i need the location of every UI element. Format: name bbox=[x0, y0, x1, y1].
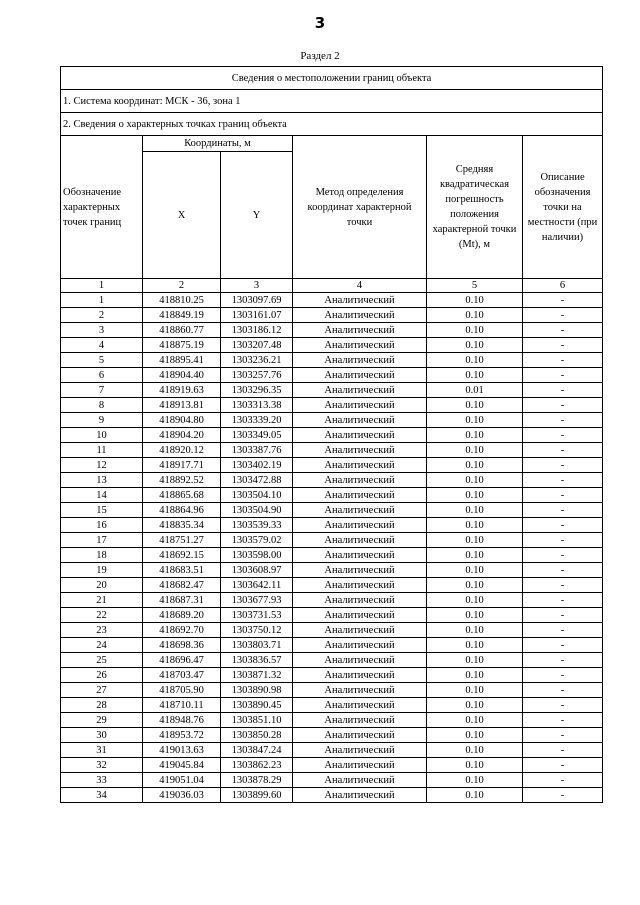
table-row bbox=[61, 593, 603, 608]
x-coordinate-cell: 418692.70 bbox=[143, 623, 221, 638]
x-coordinate-cell: 418810.25 bbox=[143, 293, 221, 308]
description-cell: - bbox=[523, 578, 603, 593]
y-coordinate-cell: 1303608.97 bbox=[221, 563, 293, 578]
y-coordinate-cell: 1303878.29 bbox=[221, 773, 293, 788]
method-cell: Аналитический bbox=[293, 638, 427, 653]
method-cell: Аналитический bbox=[293, 713, 427, 728]
error-cell: 0.10 bbox=[427, 323, 523, 338]
description-cell: - bbox=[523, 428, 603, 443]
table-row bbox=[61, 458, 603, 473]
description-cell: - bbox=[523, 458, 603, 473]
x-coordinate-cell: 418692.15 bbox=[143, 548, 221, 563]
x-coordinate-cell: 418689.20 bbox=[143, 608, 221, 623]
table-row bbox=[61, 323, 603, 338]
description-cell: - bbox=[523, 788, 603, 803]
table-row bbox=[61, 533, 603, 548]
x-coordinate-cell: 418849.19 bbox=[143, 308, 221, 323]
method-cell: Аналитический bbox=[293, 563, 427, 578]
table-row bbox=[61, 578, 603, 593]
y-coordinate-cell: 1303313.38 bbox=[221, 398, 293, 413]
description-cell: - bbox=[523, 758, 603, 773]
y-coordinate-cell: 1303890.45 bbox=[221, 698, 293, 713]
x-coordinate-cell: 418687.31 bbox=[143, 593, 221, 608]
table-row bbox=[61, 338, 603, 353]
point-number-cell: 18 bbox=[61, 548, 143, 563]
table-row bbox=[61, 713, 603, 728]
table-row bbox=[61, 683, 603, 698]
table-row bbox=[61, 368, 603, 383]
description-cell: - bbox=[523, 518, 603, 533]
x-coordinate-cell: 418904.40 bbox=[143, 368, 221, 383]
y-coordinate-cell: 1303598.00 bbox=[221, 548, 293, 563]
error-cell: 0.10 bbox=[427, 758, 523, 773]
table-row bbox=[61, 383, 603, 398]
x-coordinate-cell: 418710.11 bbox=[143, 698, 221, 713]
point-number-cell: 6 bbox=[61, 368, 143, 383]
description-cell: - bbox=[523, 353, 603, 368]
coord-system-row bbox=[61, 90, 603, 113]
y-coordinate-cell: 1303731.53 bbox=[221, 608, 293, 623]
point-number-cell: 22 bbox=[61, 608, 143, 623]
method-cell: Аналитический bbox=[293, 788, 427, 803]
error-cell: 0.10 bbox=[427, 563, 523, 578]
coord-system: 1. Система координат: МСК - 36, зона 1 bbox=[61, 90, 603, 113]
error-cell: 0.10 bbox=[427, 593, 523, 608]
description-cell: - bbox=[523, 608, 603, 623]
error-cell: 0.10 bbox=[427, 773, 523, 788]
x-coordinate-cell: 418864.96 bbox=[143, 503, 221, 518]
table-row bbox=[61, 623, 603, 638]
method-cell: Аналитический bbox=[293, 518, 427, 533]
table-row bbox=[61, 608, 603, 623]
method-cell: Аналитический bbox=[293, 503, 427, 518]
header-description: Описание обозначения точки на местности (при наличии) bbox=[523, 136, 603, 279]
y-coordinate-cell: 1303349.05 bbox=[221, 428, 293, 443]
y-coordinate-cell: 1303504.90 bbox=[221, 503, 293, 518]
point-number-cell: 2 bbox=[61, 308, 143, 323]
x-coordinate-cell: 418917.71 bbox=[143, 458, 221, 473]
description-cell: - bbox=[523, 653, 603, 668]
column-number: 6 bbox=[523, 279, 603, 293]
header-row-top bbox=[61, 136, 603, 152]
method-cell: Аналитический bbox=[293, 758, 427, 773]
header-method: Метод определения координат характерной точки bbox=[293, 136, 427, 279]
table-title: Сведения о местоположении границ объекта bbox=[61, 67, 603, 90]
x-coordinate-cell: 418892.52 bbox=[143, 473, 221, 488]
description-cell: - bbox=[523, 383, 603, 398]
description-cell: - bbox=[523, 683, 603, 698]
method-cell: Аналитический bbox=[293, 398, 427, 413]
description-cell: - bbox=[523, 743, 603, 758]
description-cell: - bbox=[523, 488, 603, 503]
error-cell: 0.10 bbox=[427, 653, 523, 668]
method-cell: Аналитический bbox=[293, 338, 427, 353]
table-title-row bbox=[61, 67, 603, 90]
method-cell: Аналитический bbox=[293, 578, 427, 593]
y-coordinate-cell: 1303236.21 bbox=[221, 353, 293, 368]
description-cell: - bbox=[523, 638, 603, 653]
y-coordinate-cell: 1303677.93 bbox=[221, 593, 293, 608]
description-cell: - bbox=[523, 473, 603, 488]
point-number-cell: 14 bbox=[61, 488, 143, 503]
point-number-cell: 31 bbox=[61, 743, 143, 758]
description-cell: - bbox=[523, 728, 603, 743]
y-coordinate-cell: 1303387.76 bbox=[221, 443, 293, 458]
error-cell: 0.10 bbox=[427, 488, 523, 503]
method-cell: Аналитический bbox=[293, 353, 427, 368]
column-number: 5 bbox=[427, 279, 523, 293]
method-cell: Аналитический bbox=[293, 608, 427, 623]
x-coordinate-cell: 418703.47 bbox=[143, 668, 221, 683]
error-cell: 0.10 bbox=[427, 608, 523, 623]
y-coordinate-cell: 1303097.69 bbox=[221, 293, 293, 308]
error-cell: 0.10 bbox=[427, 503, 523, 518]
point-number-cell: 29 bbox=[61, 713, 143, 728]
y-coordinate-cell: 1303899.60 bbox=[221, 788, 293, 803]
description-cell: - bbox=[523, 773, 603, 788]
header-y: Y bbox=[221, 152, 293, 279]
error-cell: 0.10 bbox=[427, 338, 523, 353]
description-cell: - bbox=[523, 623, 603, 638]
column-number: 2 bbox=[143, 279, 221, 293]
point-number-cell: 4 bbox=[61, 338, 143, 353]
x-coordinate-cell: 419013.63 bbox=[143, 743, 221, 758]
method-cell: Аналитический bbox=[293, 413, 427, 428]
boundary-points-table bbox=[60, 66, 603, 803]
method-cell: Аналитический bbox=[293, 308, 427, 323]
y-coordinate-cell: 1303642.11 bbox=[221, 578, 293, 593]
page-number: 3 bbox=[314, 14, 326, 32]
x-coordinate-cell: 418682.47 bbox=[143, 578, 221, 593]
description-cell: - bbox=[523, 548, 603, 563]
y-coordinate-cell: 1303750.12 bbox=[221, 623, 293, 638]
method-cell: Аналитический bbox=[293, 458, 427, 473]
table-row bbox=[61, 548, 603, 563]
table-row bbox=[61, 758, 603, 773]
table-row bbox=[61, 743, 603, 758]
point-number-cell: 26 bbox=[61, 668, 143, 683]
table-row bbox=[61, 518, 603, 533]
x-coordinate-cell: 418705.90 bbox=[143, 683, 221, 698]
point-number-cell: 20 bbox=[61, 578, 143, 593]
method-cell: Аналитический bbox=[293, 473, 427, 488]
error-cell: 0.10 bbox=[427, 293, 523, 308]
error-cell: 0.10 bbox=[427, 308, 523, 323]
method-cell: Аналитический bbox=[293, 683, 427, 698]
point-number-cell: 10 bbox=[61, 428, 143, 443]
column-number: 3 bbox=[221, 279, 293, 293]
description-cell: - bbox=[523, 368, 603, 383]
error-cell: 0.01 bbox=[427, 383, 523, 398]
method-cell: Аналитический bbox=[293, 383, 427, 398]
method-cell: Аналитический bbox=[293, 548, 427, 563]
table-row bbox=[61, 638, 603, 653]
error-cell: 0.10 bbox=[427, 458, 523, 473]
point-number-cell: 8 bbox=[61, 398, 143, 413]
table-row bbox=[61, 503, 603, 518]
y-coordinate-cell: 1303504.10 bbox=[221, 488, 293, 503]
description-cell: - bbox=[523, 413, 603, 428]
x-coordinate-cell: 419045.84 bbox=[143, 758, 221, 773]
method-cell: Аналитический bbox=[293, 533, 427, 548]
error-cell: 0.10 bbox=[427, 398, 523, 413]
description-cell: - bbox=[523, 398, 603, 413]
header-coords-group: Координаты, м bbox=[143, 136, 293, 152]
error-cell: 0.10 bbox=[427, 473, 523, 488]
point-number-cell: 11 bbox=[61, 443, 143, 458]
x-coordinate-cell: 418920.12 bbox=[143, 443, 221, 458]
y-coordinate-cell: 1303871.32 bbox=[221, 668, 293, 683]
method-cell: Аналитический bbox=[293, 728, 427, 743]
point-number-cell: 13 bbox=[61, 473, 143, 488]
table-row bbox=[61, 308, 603, 323]
error-cell: 0.10 bbox=[427, 788, 523, 803]
table-row bbox=[61, 353, 603, 368]
method-cell: Аналитический bbox=[293, 488, 427, 503]
y-coordinate-cell: 1303890.98 bbox=[221, 683, 293, 698]
x-coordinate-cell: 419036.03 bbox=[143, 788, 221, 803]
point-number-cell: 9 bbox=[61, 413, 143, 428]
y-coordinate-cell: 1303539.33 bbox=[221, 518, 293, 533]
description-cell: - bbox=[523, 503, 603, 518]
table-row bbox=[61, 563, 603, 578]
table-row bbox=[61, 668, 603, 683]
table-row bbox=[61, 653, 603, 668]
description-cell: - bbox=[523, 323, 603, 338]
error-cell: 0.10 bbox=[427, 353, 523, 368]
header-error: Средняя квадратическая погрешность положения характерной точки (Mt), м bbox=[427, 136, 523, 279]
x-coordinate-cell: 418904.80 bbox=[143, 413, 221, 428]
y-coordinate-cell: 1303186.12 bbox=[221, 323, 293, 338]
point-number-cell: 24 bbox=[61, 638, 143, 653]
point-number-cell: 27 bbox=[61, 683, 143, 698]
table-row bbox=[61, 488, 603, 503]
table-row bbox=[61, 398, 603, 413]
error-cell: 0.10 bbox=[427, 428, 523, 443]
x-coordinate-cell: 418683.51 bbox=[143, 563, 221, 578]
x-coordinate-cell: 418865.68 bbox=[143, 488, 221, 503]
error-cell: 0.10 bbox=[427, 728, 523, 743]
description-cell: - bbox=[523, 308, 603, 323]
method-cell: Аналитический bbox=[293, 773, 427, 788]
header-x: X bbox=[143, 152, 221, 279]
method-cell: Аналитический bbox=[293, 653, 427, 668]
x-coordinate-cell: 418895.41 bbox=[143, 353, 221, 368]
error-cell: 0.10 bbox=[427, 533, 523, 548]
description-cell: - bbox=[523, 443, 603, 458]
x-coordinate-cell: 418860.77 bbox=[143, 323, 221, 338]
table-row bbox=[61, 293, 603, 308]
error-cell: 0.10 bbox=[427, 683, 523, 698]
point-number-cell: 7 bbox=[61, 383, 143, 398]
description-cell: - bbox=[523, 713, 603, 728]
table-row bbox=[61, 443, 603, 458]
table-row bbox=[61, 788, 603, 803]
y-coordinate-cell: 1303836.57 bbox=[221, 653, 293, 668]
method-cell: Аналитический bbox=[293, 323, 427, 338]
table-row bbox=[61, 473, 603, 488]
point-number-cell: 34 bbox=[61, 788, 143, 803]
x-coordinate-cell: 418835.34 bbox=[143, 518, 221, 533]
table-row bbox=[61, 773, 603, 788]
point-number-cell: 25 bbox=[61, 653, 143, 668]
header-point-label: Обозначение характерных точек границ bbox=[61, 136, 143, 279]
error-cell: 0.10 bbox=[427, 368, 523, 383]
table-row bbox=[61, 413, 603, 428]
y-coordinate-cell: 1303402.19 bbox=[221, 458, 293, 473]
x-coordinate-cell: 418696.47 bbox=[143, 653, 221, 668]
method-cell: Аналитический bbox=[293, 743, 427, 758]
point-number-cell: 32 bbox=[61, 758, 143, 773]
method-cell: Аналитический bbox=[293, 698, 427, 713]
y-coordinate-cell: 1303847.24 bbox=[221, 743, 293, 758]
method-cell: Аналитический bbox=[293, 668, 427, 683]
table-row bbox=[61, 728, 603, 743]
point-number-cell: 5 bbox=[61, 353, 143, 368]
error-cell: 0.10 bbox=[427, 623, 523, 638]
description-cell: - bbox=[523, 668, 603, 683]
y-coordinate-cell: 1303850.28 bbox=[221, 728, 293, 743]
x-coordinate-cell: 419051.04 bbox=[143, 773, 221, 788]
y-coordinate-cell: 1303579.02 bbox=[221, 533, 293, 548]
error-cell: 0.10 bbox=[427, 668, 523, 683]
table-row bbox=[61, 428, 603, 443]
method-cell: Аналитический bbox=[293, 368, 427, 383]
method-cell: Аналитический bbox=[293, 293, 427, 308]
error-cell: 0.10 bbox=[427, 698, 523, 713]
point-number-cell: 30 bbox=[61, 728, 143, 743]
method-cell: Аналитический bbox=[293, 623, 427, 638]
point-number-cell: 23 bbox=[61, 623, 143, 638]
point-number-cell: 16 bbox=[61, 518, 143, 533]
point-number-cell: 19 bbox=[61, 563, 143, 578]
point-number-cell: 15 bbox=[61, 503, 143, 518]
y-coordinate-cell: 1303257.76 bbox=[221, 368, 293, 383]
x-coordinate-cell: 418904.20 bbox=[143, 428, 221, 443]
description-cell: - bbox=[523, 593, 603, 608]
y-coordinate-cell: 1303339.20 bbox=[221, 413, 293, 428]
point-number-cell: 1 bbox=[61, 293, 143, 308]
x-coordinate-cell: 418875.19 bbox=[143, 338, 221, 353]
x-coordinate-cell: 418919.63 bbox=[143, 383, 221, 398]
description-cell: - bbox=[523, 338, 603, 353]
y-coordinate-cell: 1303472.88 bbox=[221, 473, 293, 488]
description-cell: - bbox=[523, 698, 603, 713]
description-cell: - bbox=[523, 563, 603, 578]
x-coordinate-cell: 418948.76 bbox=[143, 713, 221, 728]
x-coordinate-cell: 418698.36 bbox=[143, 638, 221, 653]
points-caption: 2. Сведения о характерных точках границ объекта bbox=[61, 113, 603, 136]
error-cell: 0.10 bbox=[427, 638, 523, 653]
column-number: 4 bbox=[293, 279, 427, 293]
point-number-cell: 21 bbox=[61, 593, 143, 608]
error-cell: 0.10 bbox=[427, 443, 523, 458]
error-cell: 0.10 bbox=[427, 518, 523, 533]
y-coordinate-cell: 1303803.71 bbox=[221, 638, 293, 653]
point-number-cell: 17 bbox=[61, 533, 143, 548]
x-coordinate-cell: 418913.81 bbox=[143, 398, 221, 413]
point-number-cell: 12 bbox=[61, 458, 143, 473]
point-number-cell: 3 bbox=[61, 323, 143, 338]
error-cell: 0.10 bbox=[427, 713, 523, 728]
point-number-cell: 28 bbox=[61, 698, 143, 713]
x-coordinate-cell: 418953.72 bbox=[143, 728, 221, 743]
table-body bbox=[61, 293, 603, 803]
method-cell: Аналитический bbox=[293, 428, 427, 443]
error-cell: 0.10 bbox=[427, 548, 523, 563]
column-number-row bbox=[61, 279, 603, 293]
error-cell: 0.10 bbox=[427, 413, 523, 428]
error-cell: 0.10 bbox=[427, 743, 523, 758]
y-coordinate-cell: 1303296.35 bbox=[221, 383, 293, 398]
error-cell: 0.10 bbox=[427, 578, 523, 593]
description-cell: - bbox=[523, 533, 603, 548]
point-number-cell: 33 bbox=[61, 773, 143, 788]
points-caption-row bbox=[61, 113, 603, 136]
y-coordinate-cell: 1303851.10 bbox=[221, 713, 293, 728]
table-row bbox=[61, 698, 603, 713]
method-cell: Аналитический bbox=[293, 443, 427, 458]
method-cell: Аналитический bbox=[293, 593, 427, 608]
x-coordinate-cell: 418751.27 bbox=[143, 533, 221, 548]
column-number: 1 bbox=[61, 279, 143, 293]
section-label: Раздел 2 bbox=[300, 50, 340, 62]
y-coordinate-cell: 1303207.48 bbox=[221, 338, 293, 353]
y-coordinate-cell: 1303862.23 bbox=[221, 758, 293, 773]
description-cell: - bbox=[523, 293, 603, 308]
y-coordinate-cell: 1303161.07 bbox=[221, 308, 293, 323]
